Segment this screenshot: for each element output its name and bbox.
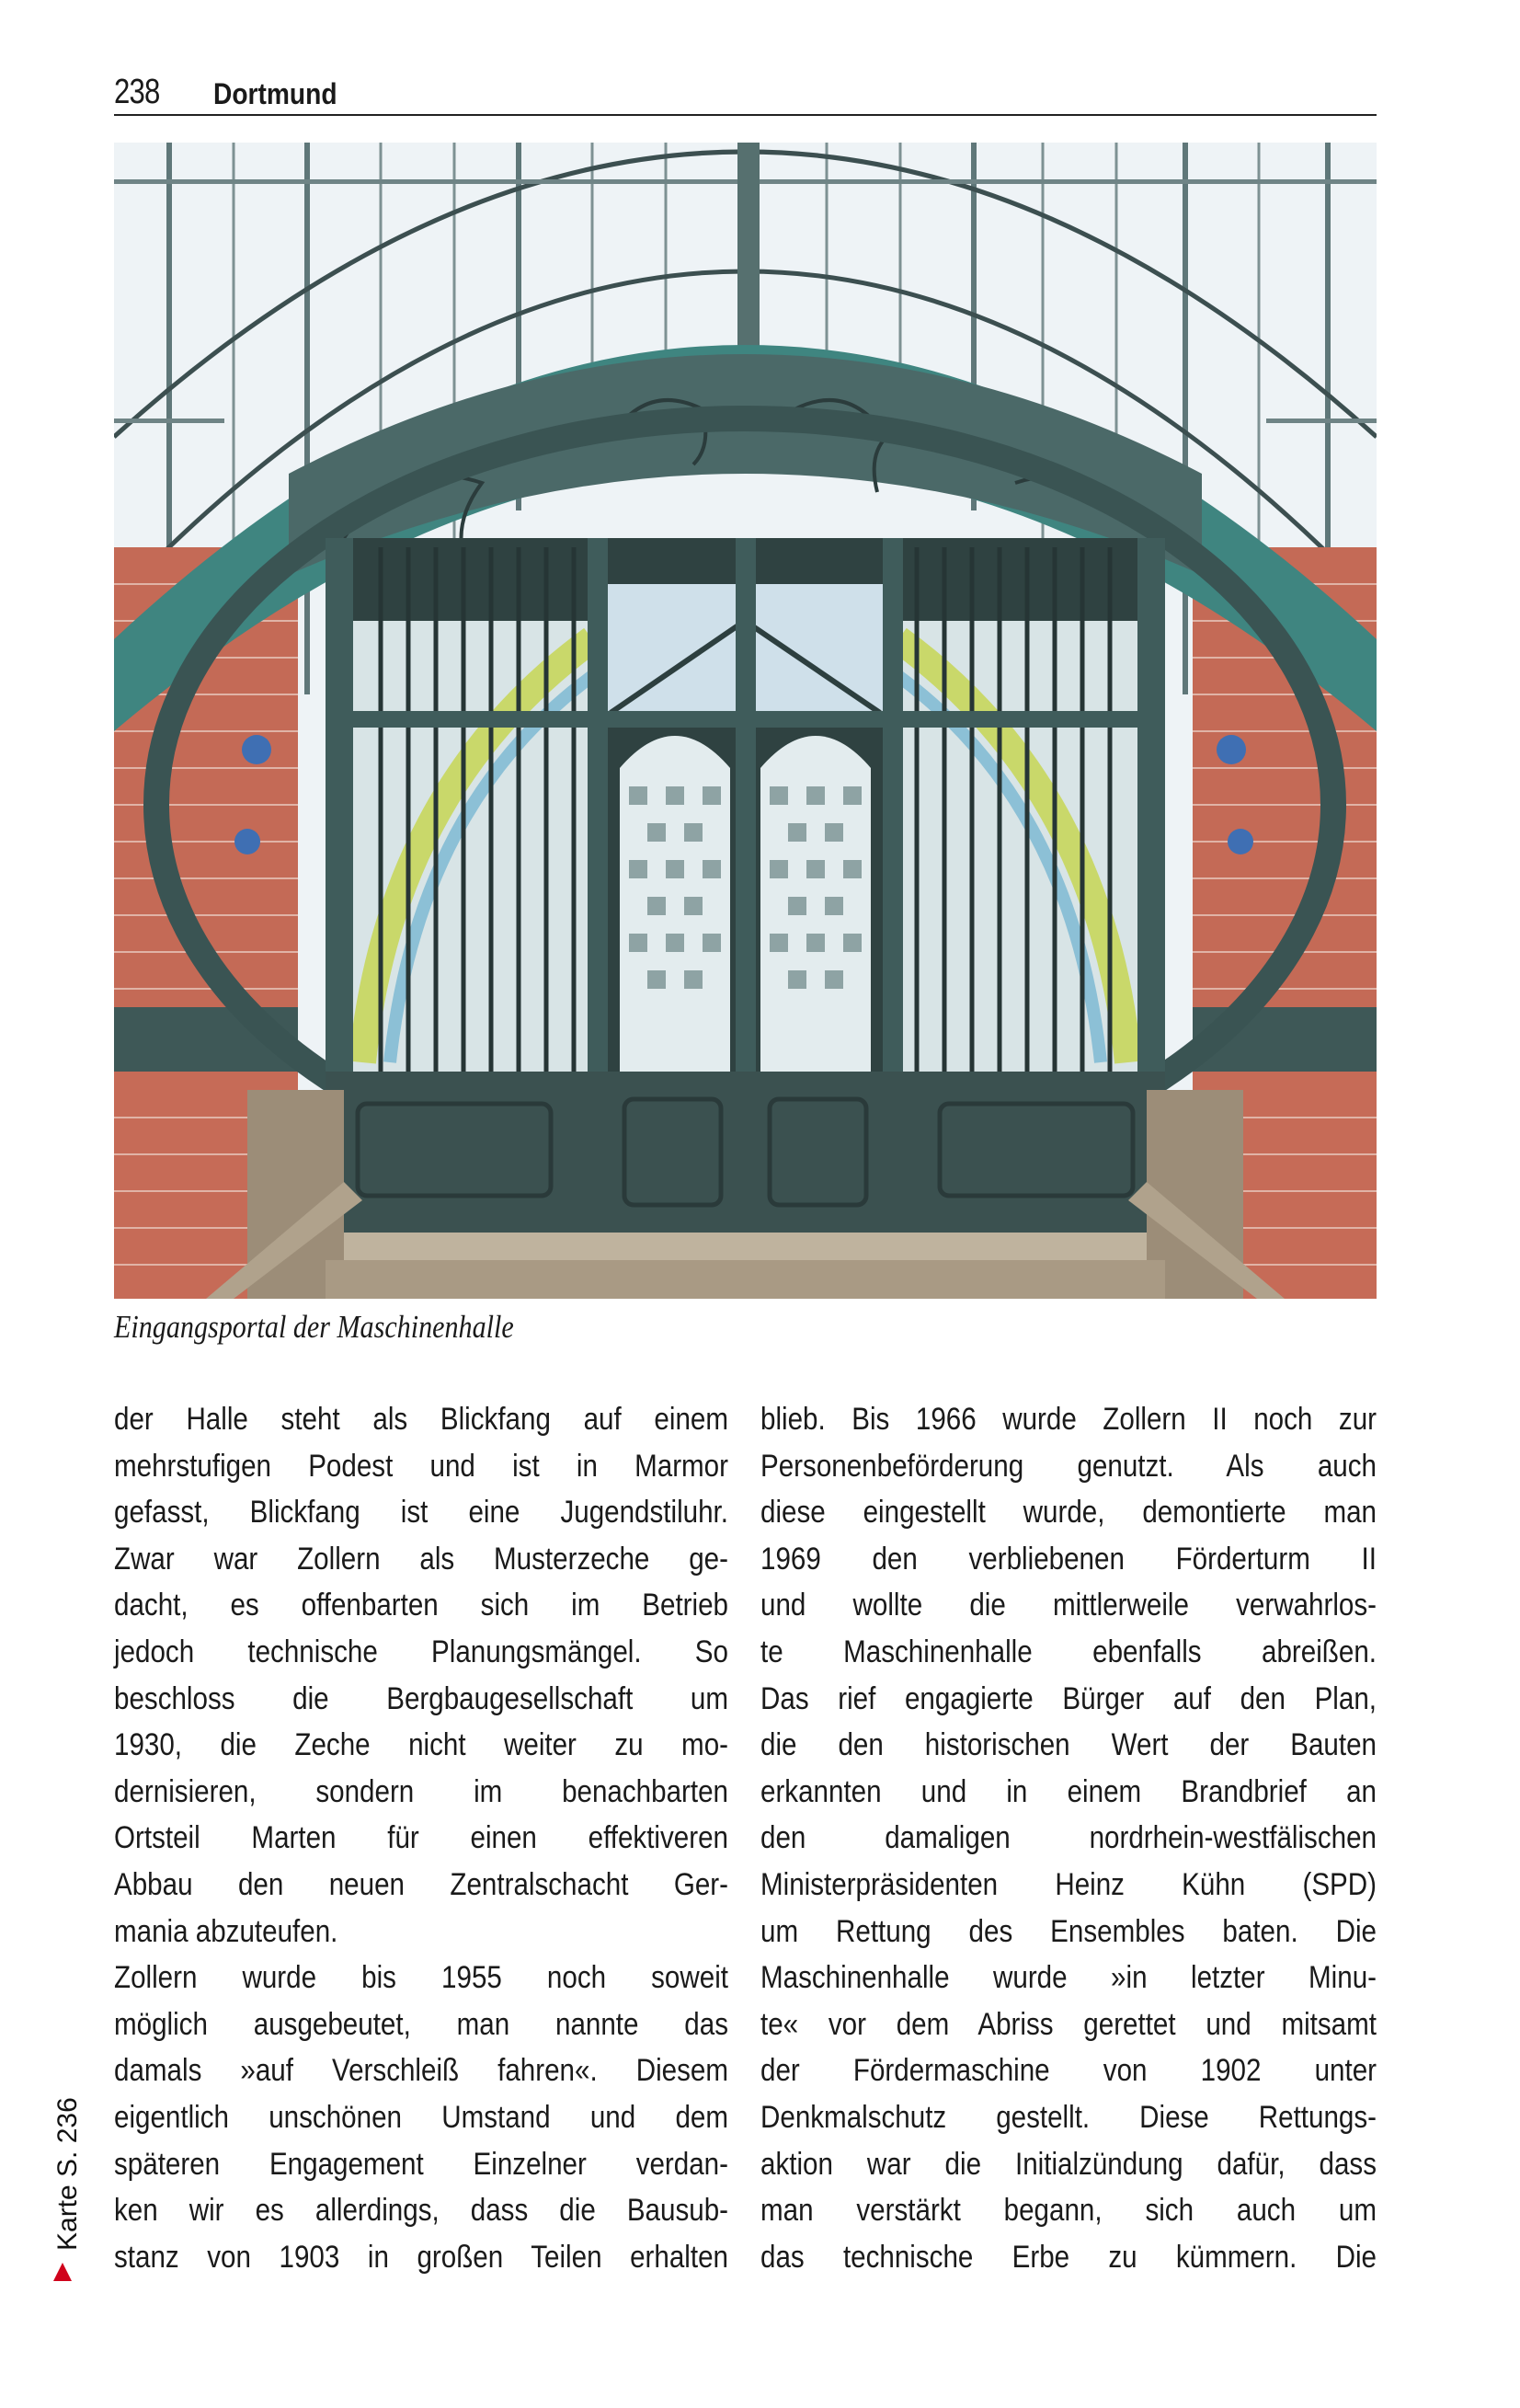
text-line: dernisieren, sondern im benachbarten [114, 1773, 728, 1809]
text-line: diese eingestellt wurde, demontierte man [760, 1495, 1377, 1531]
text-line: der Halle steht als Blickfang auf einem [114, 1402, 728, 1437]
text-line: te« vor dem Abriss gerettet und mitsamt [760, 2006, 1377, 2042]
text-column-right [760, 1396, 1377, 2280]
text-line: Zollern wurde bis 1955 noch soweit [114, 1960, 728, 1996]
text-line: jedoch technische Planungsmängel. So [114, 1634, 728, 1669]
text-line: Personenbeförderung genutzt. Als auch [760, 1448, 1377, 1484]
text-line: gefasst, Blickfang ist eine Jugendstiluhr. [114, 1495, 728, 1531]
map-reference-label: Karte S. 236 [52, 2097, 83, 2251]
text-line: den damaligen nordrhein-westfälischen [760, 1820, 1377, 1856]
photo-entrance-portal [114, 143, 1377, 1299]
section-title: Dortmund [213, 77, 337, 110]
text-line: stanz von 1903 in großen Teilen erhalten [114, 2239, 728, 2275]
text-line: blieb. Bis 1966 wurde Zollern II noch zur [760, 1402, 1377, 1437]
text-line: beschloss die Bergbaugesellschaft um [114, 1680, 728, 1716]
text-line: mania abzuteufen. [114, 1913, 338, 1949]
text-line: 1969 den verbliebenen Förderturm II [760, 1541, 1377, 1577]
text-line: Das rief engagierte Bürger auf den Plan, [760, 1680, 1377, 1716]
text-line: aktion war die Initialzündung dafür, dass [760, 2146, 1377, 2182]
text-line: damals »auf Verschleiß fahren«. Diesem [114, 2053, 728, 2089]
text-line: die den historischen Wert der Bauten [760, 1727, 1377, 1763]
text-line: dacht, es offenbarten sich im Betrieb [114, 1588, 728, 1623]
text-line: späteren Engagement Einzelner verdan- [114, 2146, 728, 2182]
text-line: Ministerpräsidenten Heinz Kühn (SPD) [760, 1866, 1377, 1902]
text-line: 1930, die Zeche nicht weiter zu mo- [114, 1727, 728, 1763]
text-line: erkannten und in einem Brandbrief an [760, 1773, 1377, 1809]
page-number: 238 [114, 73, 160, 111]
text-line: der Fördermaschine von 1902 unter [760, 2053, 1377, 2089]
text-line: Abbau den neuen Zentralschacht Ger- [114, 1866, 728, 1902]
text-line: ken wir es allerdings, dass die Bausub- [114, 2193, 728, 2229]
text-line: te Maschinenhalle ebenfalls abreißen. [760, 1634, 1377, 1669]
portal-illustration [114, 143, 1377, 1299]
text-line: Denkmalschutz gestellt. Diese Rettungs- [760, 2099, 1377, 2135]
text-line: und wollte die mittlerweile verwahrlos- [760, 1588, 1377, 1623]
map-reference-tab[interactable] [40, 2070, 86, 2290]
text-column-left [114, 1396, 728, 2280]
text-line: das technische Erbe zu kümmern. Die [760, 2239, 1377, 2275]
text-line: mehrstufigen Podest und ist in Marmor [114, 1448, 728, 1484]
text-line: Ortsteil Marten für einen effektiveren [114, 1820, 728, 1856]
text-line: um Rettung des Ensembles baten. Die [760, 1913, 1377, 1949]
running-header [114, 72, 1377, 116]
triangle-pointer-icon [53, 2263, 72, 2281]
text-line: man verstärkt begann, sich auch um [760, 2193, 1377, 2229]
text-line: möglich ausgebeutet, man nannte das [114, 2006, 728, 2042]
text-line: Zwar war Zollern als Musterzeche ge- [114, 1541, 728, 1577]
photo-caption: Eingangsportal der Maschinenhalle [114, 1309, 514, 1345]
text-line: eigentlich unschönen Umstand und dem [114, 2099, 728, 2135]
text-line: Maschinenhalle wurde »in letzter Minu- [760, 1960, 1377, 1996]
